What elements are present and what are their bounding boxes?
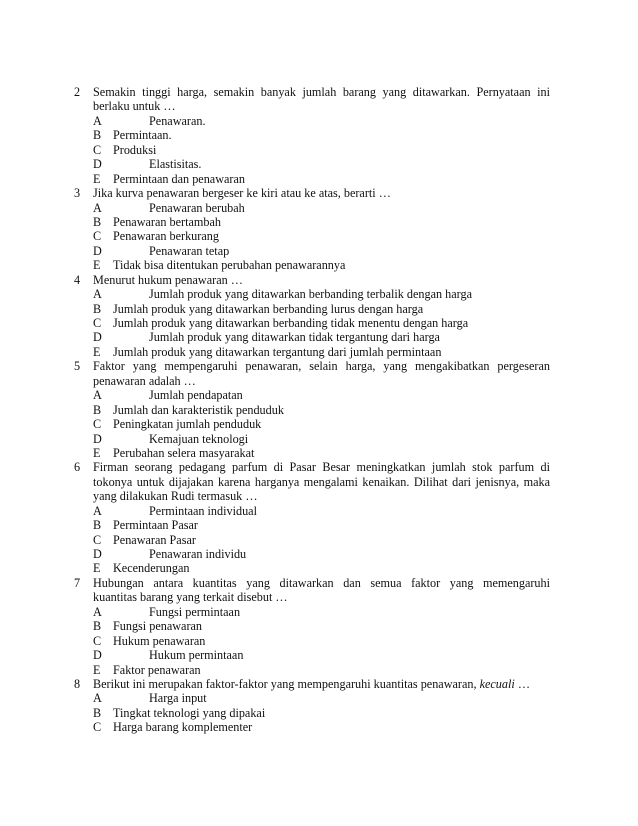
option-text: Jumlah produk yang ditawarkan tidak tergantung dari harga [149,330,440,345]
question-line [0,489,638,503]
answer-option [0,648,638,662]
option-letter-value: C [93,532,102,547]
option-letter [93,561,100,575]
answer-option [0,634,638,648]
question-line [0,460,638,474]
option-letter [93,345,100,359]
question-text-content: berlaku untuk … [93,99,176,114]
question-line [0,677,638,691]
option-text: Faktor penawaran [113,662,201,677]
question-text [93,359,550,373]
option-letter [93,229,101,243]
option-letter [93,663,100,677]
option-text: Penawaran bertambah [113,214,221,229]
question-number [74,576,80,590]
option-letter-value: C [93,720,102,735]
option-letter-value: B [93,705,102,720]
option-letter [93,215,101,229]
answer-option [0,547,638,561]
question-number [74,273,80,287]
answer-option [0,128,638,142]
answer-option [0,403,638,417]
answer-option [0,504,638,518]
option-letter-value: A [93,691,102,706]
option-letter [93,605,102,619]
option-text: Jumlah produk yang ditawarkan berbanding lurus dengan harga [113,301,424,316]
question-text-content: yang dilakukan Rudi termasuk … [93,489,258,504]
answer-option [0,330,638,344]
option-text: Penawaran tetap [149,243,230,258]
option-text: Jumlah pendapatan [149,388,243,403]
answer-option [0,388,638,402]
question-number-value: 2 [74,85,81,99]
question-text [93,374,550,388]
question-number [74,85,80,99]
question-number-value: 3 [74,186,81,201]
option-text: Jumlah dan karakteristik penduduk [113,402,284,417]
option-letter [93,720,101,734]
question-text [93,489,550,503]
option-letter [93,330,102,344]
question-text [93,576,550,590]
question-text [93,99,550,113]
option-text: Harga input [149,691,207,706]
question-text-content: kuantitas barang yang terkait disebut … [93,590,288,605]
question-text-content: Menurut hukum penawaran … [93,272,243,287]
question-number-value: 4 [74,272,81,287]
answer-option [0,663,638,677]
option-letter [93,691,102,705]
option-letter [93,244,102,258]
option-letter-value: A [93,287,102,302]
option-letter [93,114,102,128]
question-text-content: Semakin tinggi harga, semakin banyak jumlah barang yang ditawarkan. Pernyataan ini [93,85,550,99]
option-letter-value: A [93,113,102,128]
option-letter-value: C [93,633,102,648]
option-letter-value: C [93,142,102,157]
answer-option [0,706,638,720]
option-text: Penawaran berkurang [113,229,219,244]
question-line [0,359,638,373]
option-letter-value: A [93,200,102,215]
answer-option [0,172,638,186]
option-letter-value: E [93,171,101,186]
option-letter [93,634,101,648]
question-number [74,186,80,200]
option-letter-value: C [93,417,102,432]
option-text: Peningkatan jumlah penduduk [113,417,262,432]
option-letter-value: B [93,214,102,229]
question-text-content: Berikut ini merupakan faktor-faktor yang mempengaruhi kuantitas penawaran, [93,676,480,691]
answer-option [0,157,638,171]
question-text-content: tokonya untuk dijajakan karena harganya mengalami kenaikan. Dilihat dari jenisnya, maka [93,474,550,489]
question-number [74,677,80,691]
option-letter-value: B [93,619,102,634]
answer-option [0,229,638,243]
option-letter-value: D [93,431,102,446]
answer-option [0,518,638,532]
option-text: Perubahan selera masyarakat [113,445,255,460]
option-text: Hukum permintaan [149,648,244,663]
option-letter-value: A [93,604,102,619]
answer-option [0,258,638,272]
option-text: Tingkat teknologi yang dipakai [113,705,266,720]
option-letter [93,706,101,720]
question-text [93,460,550,474]
question-line [0,590,638,604]
answer-option [0,345,638,359]
option-letter [93,172,100,186]
question-number-value: 8 [74,676,81,691]
question-number-value: 6 [74,460,81,475]
question-text [93,186,550,200]
option-letter [93,128,101,142]
document-body [0,85,638,735]
question-line [0,186,638,200]
option-letter-value: D [93,330,102,345]
question-text-content: Faktor yang mempengaruhi penawaran, selain harga, yang mengakibatkan pergeseran [93,359,550,374]
option-letter-value: B [93,402,102,417]
answer-option [0,720,638,734]
option-letter [93,619,101,633]
option-text: Penawaran berubah [149,200,245,215]
option-letter [93,547,102,561]
question-text-content: Hubungan antara kuantitas yang ditawarkan dan semua faktor yang memengaruhi [93,575,550,590]
question-line [0,85,638,99]
answer-option [0,417,638,431]
answer-option [0,561,638,575]
option-text: Jumlah produk yang ditawarkan tergantung dari jumlah permintaan [113,344,442,359]
answer-option [0,302,638,316]
option-text: Fungsi penawaran [113,619,203,634]
option-text: Permintaan. [113,128,172,143]
option-text: Tidak bisa ditentukan perubahan penawarannya [113,258,346,273]
option-text: Elastisitas. [149,157,202,172]
option-letter-value: B [93,518,102,533]
option-letter [93,258,100,272]
question-number-value: 7 [74,575,81,590]
question-text [93,85,550,99]
option-letter-value: D [93,547,102,561]
option-letter [93,417,101,431]
option-text: Hukum penawaran [113,633,206,648]
question-text [93,475,550,489]
question-text [93,273,550,287]
option-text: Produksi [113,142,157,157]
option-letter-value: E [93,258,101,273]
option-letter [93,287,102,301]
question-text [93,590,550,604]
question-line [0,475,638,489]
option-letter [93,446,100,460]
option-text: Penawaran individu [149,547,247,561]
question-text-emphasis: kecuali [479,676,515,691]
option-letter [93,504,102,518]
answer-option [0,605,638,619]
option-text: Permintaan individual [149,503,257,518]
option-letter-value: D [93,157,102,172]
option-text: Jumlah produk yang ditawarkan berbanding terbalik dengan harga [149,287,472,302]
option-text: Jumlah produk yang ditawarkan berbanding tidak menentu dengan harga [113,316,469,330]
option-text: Permintaan Pasar [113,518,198,533]
question-line [0,273,638,287]
option-letter [93,157,102,171]
answer-option [0,244,638,258]
option-letter-value: E [93,445,101,460]
question-number [74,460,80,474]
question-text [93,677,550,691]
option-letter [93,648,102,662]
answer-option [0,215,638,229]
option-letter [93,432,102,446]
option-letter-value: A [93,503,102,518]
option-letter-value: E [93,344,101,359]
answer-option [0,533,638,547]
question-number [74,359,80,373]
option-letter-value: B [93,128,102,143]
option-letter [93,201,102,215]
option-text: Kecenderungan [113,561,190,576]
option-text: Penawaran Pasar [113,532,196,547]
option-letter [93,316,101,330]
option-letter [93,403,101,417]
option-letter-value: C [93,316,102,330]
option-letter-value: E [93,561,101,576]
answer-option [0,114,638,128]
question-number-value: 5 [74,359,81,374]
option-text: Kemajuan teknologi [149,431,249,446]
option-letter [93,143,101,157]
question-line [0,374,638,388]
answer-option [0,446,638,460]
option-letter [93,388,102,402]
answer-option [0,691,638,705]
option-letter [93,533,101,547]
question-text-content: penawaran adalah … [93,373,196,388]
answer-option [0,201,638,215]
question-line [0,99,638,113]
option-text: Permintaan dan penawaran [113,171,245,186]
question-text-tail: … [514,676,531,691]
option-text: Harga barang komplementer [113,720,253,735]
option-letter-value: A [93,388,102,403]
option-letter-value: D [93,243,102,258]
option-letter-value: D [93,648,102,663]
answer-option [0,619,638,633]
question-text-content: Jika kurva penawaran bergeser ke kiri atau ke atas, berarti … [93,186,391,201]
answer-option [0,143,638,157]
option-letter-value: B [93,301,102,316]
question-line [0,576,638,590]
option-text: Fungsi permintaan [149,604,241,619]
question-text-content: Firman seorang pedagang parfum di Pasar Besar meningkatkan jumlah stok parfum di [93,460,550,475]
answer-option [0,287,638,301]
option-letter [93,302,101,316]
option-letter-value: C [93,229,102,244]
option-letter-value: E [93,662,101,677]
answer-option [0,316,638,330]
option-text: Penawaran. [149,113,206,128]
answer-option [0,432,638,446]
option-letter [93,518,101,532]
